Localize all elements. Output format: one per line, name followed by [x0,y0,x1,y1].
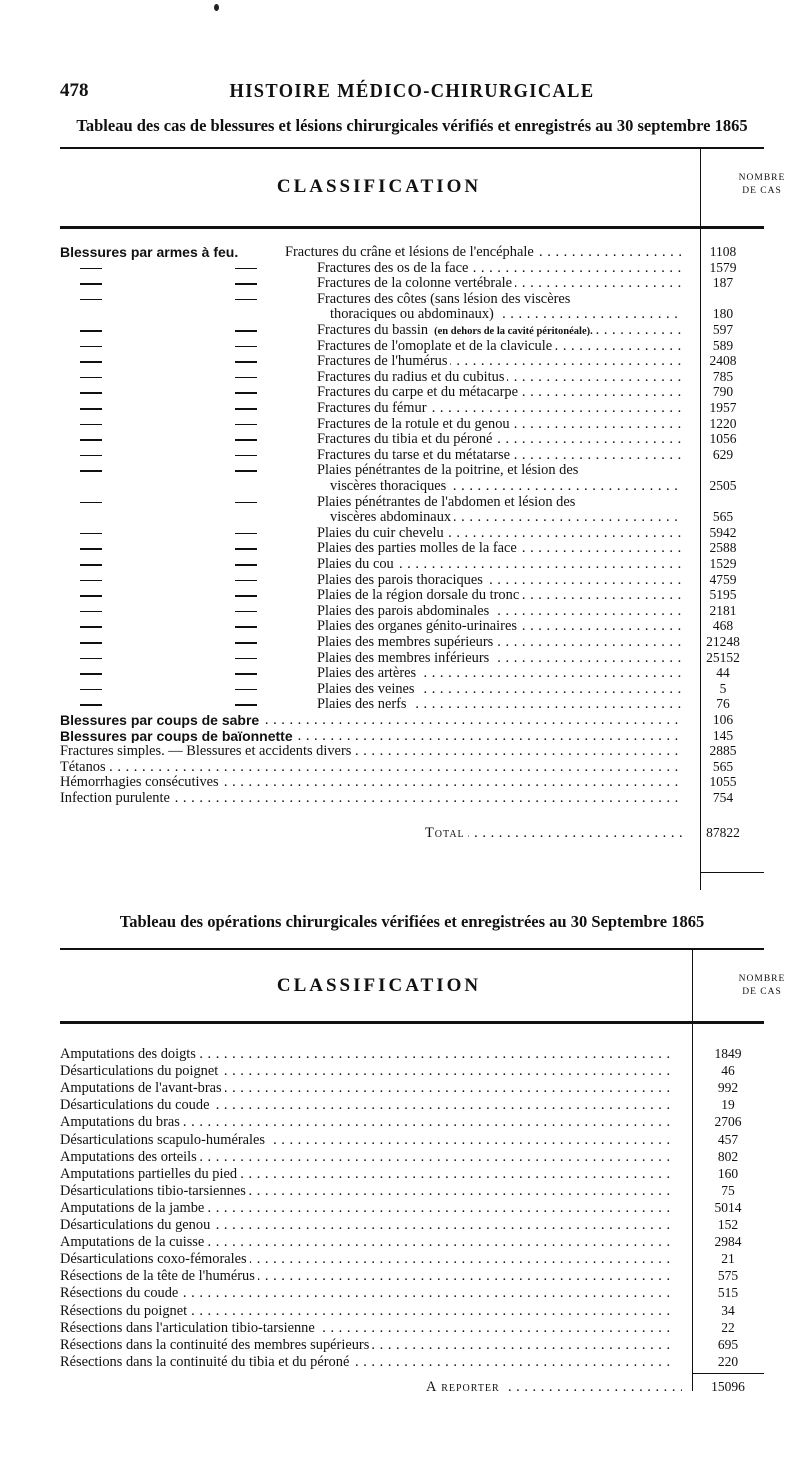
row-label-text: Plaies pénétrantes de l'abdomen et lésion des [317,494,578,510]
row-value: 2588 [709,540,737,556]
ditto-mark [80,502,102,504]
row-label-text: Amputations de l'avant-bras [60,1080,225,1096]
row-value: 75 [721,1182,735,1198]
row-value: 180 [712,306,734,322]
row-label-text: Plaies des nerfs [317,696,410,712]
row-label [60,1251,674,1267]
row-value: 575 [717,1268,739,1284]
row-label-text: Résections dans l'articulation tibio-tarsienne [60,1320,318,1336]
ditto-mark [235,361,257,363]
row-label [60,790,682,806]
total-label: Total [425,825,468,841]
row-label-text: Désarticulations tibio-tarsiennes [60,1183,249,1199]
row-value: 5942 [709,524,737,540]
row-label-text: Plaies du cuir chevelu [317,525,447,541]
row-value: 187 [712,275,734,291]
row-value: 2984 [714,1234,742,1250]
ditto-mark [235,658,257,660]
row-label-text: Fractures du tibia et du péroné [317,431,495,447]
row-value: 1579 [709,259,737,275]
table2-header [60,949,786,1023]
row-label-text: Blessures par coups de baïonnette [60,728,296,744]
row-label [60,712,682,729]
row-label [60,1149,674,1165]
row-label-text: Blessures par coups de sabre [60,712,262,728]
row-label [317,291,682,307]
ditto-mark [235,580,257,582]
row-value: 5 [719,680,727,696]
row-label-text: Plaies des membres supérieurs [317,634,496,650]
ditto-mark [80,330,102,332]
row-value: 46 [721,1063,735,1079]
row-label [317,400,682,416]
table1-classification-heading: CLASSIFICATION [276,176,482,197]
row-label [60,1217,674,1233]
row-label-text: Plaies des membres inférieurs [317,650,492,666]
row-label-text: Amputations du bras [60,1114,183,1130]
ditto-mark [80,704,102,706]
ditto-mark [80,439,102,441]
row-label [317,650,682,666]
row-label [317,681,682,697]
row-value: 1108 [709,244,737,259]
row-value: 1056 [709,431,737,447]
row-value: 2181 [709,602,737,618]
row-label-text: Fractures des côtes (sans lésion des viscères [317,291,573,307]
ditto-mark [235,611,257,613]
row-label-text: Fractures de la rotule et du genou [317,416,513,432]
row-label-text: Hémorrhagies consécutives [60,774,222,790]
row-label [317,338,682,354]
ditto-mark [80,689,102,691]
row-label-text: Amputations des doigts [60,1046,199,1062]
row-label-text: Plaies des parties molles de la face [317,540,520,556]
row-label-text: Fractures de l'humérus [317,353,450,369]
table1-count-heading [700,172,800,198]
row-value: 5014 [714,1199,742,1215]
ditto-mark [235,346,257,348]
table1-caption: Tableau des cas de blessures et lésions chirurgicales vérifiés et enregistrés au 30 septembre 1865 [76,116,748,135]
row-label-text: Fractures du radius et du cubitus [317,369,507,385]
ditto-mark [235,704,257,706]
row-value: 785 [712,368,734,384]
group-label: Blessures par armes à feu. [60,244,239,260]
row-value: 4759 [709,571,737,587]
ditto-mark [80,392,102,394]
row-label-text: Désarticulations scapulo-humérales [60,1132,268,1148]
row-value: 790 [712,384,734,400]
row-value: 1055 [709,774,737,790]
ditto-mark [235,392,257,394]
row-label [60,1166,674,1182]
row-label [60,1183,674,1199]
row-label-text: Fractures du fémur [317,400,430,416]
row-value: 152 [717,1217,739,1232]
row-value: 220 [717,1353,739,1369]
ditto-mark [235,502,257,504]
table2-count-heading-line2: DE CAS [742,987,782,997]
table1-header-rule [60,226,764,229]
ditto-mark [235,408,257,410]
row-value: 1220 [709,415,737,431]
row-label-text: Plaies des organes génito-urinaires [317,618,520,634]
row-label-text: Désarticulations coxo-fémorales [60,1251,250,1267]
row-label-text: Désarticulations du poignet [60,1063,221,1079]
ditto-mark [235,564,257,566]
row-label [60,743,682,759]
row-label-text: Fractures de la colonne vertébrale [317,275,515,291]
ditto-mark [235,299,257,301]
row-value: 754 [712,790,734,805]
row-label [317,556,682,572]
ditto-mark [235,377,257,379]
row-label-text: Résections du coude [60,1285,181,1301]
row-label [60,1063,674,1079]
table2-count-heading-line1: NOMBRE [738,974,786,984]
table2-header-rule [60,1021,764,1024]
row-value: 2706 [714,1114,742,1130]
row-value: 1957 [709,400,737,415]
row-value: 1529 [709,556,737,571]
row-label [317,665,682,681]
row-label-text: Plaies du cou [317,556,397,572]
ditto-mark [80,533,102,535]
row-label-text: Résections du poignet [60,1303,190,1319]
ditto-mark [235,470,257,472]
row-label-text: Fractures du bassin [317,322,431,338]
row-label [317,696,682,712]
row-value: 2505 [709,478,737,493]
ditto-mark [235,673,257,675]
row-label-text: viscères thoraciques [330,478,449,494]
row-label [60,1320,674,1336]
row-label-text: Plaies des artères [317,665,419,681]
page-number: 478 [60,80,89,101]
row-label-text: Plaies de la région dorsale du tronc [317,587,522,603]
ditto-mark [80,673,102,675]
row-label-text: Fractures simples. — Blessures et accidents divers [60,743,354,759]
row-value: 145 [712,727,734,743]
row-label [317,634,682,650]
ditto-mark [235,595,257,597]
row-label [60,1285,674,1301]
running-title: HISTOIRE MÉDICO-CHIRURGICALE [229,80,595,102]
row-value: 5195 [709,587,737,603]
table1-count-heading-line2: DE CAS [742,186,782,196]
row-value: 695 [717,1336,739,1352]
ditto-mark [80,361,102,363]
row-label [60,1268,674,1284]
ditto-mark [80,595,102,597]
row-note: (en dehors de la cavité péritonéale). [431,326,596,337]
row-value: 34 [721,1302,735,1318]
row-label [60,1114,674,1130]
ditto-mark [80,564,102,566]
row-label-text: Fractures des os de la face [317,260,471,276]
row-label-text: Fractures du carpe et du métacarpe [317,384,521,400]
row-label [60,1354,674,1370]
row-label-text: thoraciques ou abdominaux) [330,306,497,322]
carry-label-wrap [426,1379,682,1395]
row-label [60,759,682,775]
row-label [285,244,682,260]
row-label [60,1080,674,1096]
row-value: 629 [712,446,734,462]
row-label [60,1303,674,1319]
row-value: 992 [717,1080,739,1096]
ditto-mark [235,642,257,644]
row-label [330,509,682,525]
row-label-text: Amputations partielles du pied [60,1166,240,1182]
row-value: 22 [721,1319,735,1335]
ditto-mark [80,299,102,301]
row-label-text: Fractures du tarse et du métatarse [317,447,513,463]
row-value: 565 [712,758,734,774]
row-label [60,774,682,790]
row-value: 25152 [706,649,740,665]
row-value: 44 [716,665,730,681]
ditto-mark [235,268,257,270]
row-label-text: Fractures de l'omoplate et de la clavicule [317,338,555,354]
carry-value: 15096 [711,1378,745,1394]
ditto-mark [80,377,102,379]
row-label-text: Amputations de la cuisse [60,1234,207,1250]
row-label [60,1132,674,1148]
table1-total-rule [700,872,764,873]
row-value: 589 [712,337,734,353]
row-label [60,1097,674,1113]
ditto-mark [235,424,257,426]
ditto-mark [80,548,102,550]
row-label-text: Infection purulente [60,790,173,806]
row-label-text: Résections dans la continuité du tibia et du péroné [60,1354,352,1370]
row-value: 19 [721,1097,735,1113]
ditto-mark [80,470,102,472]
row-value: 21248 [706,634,740,649]
total-value: 87822 [706,824,740,840]
total-label-wrap [425,825,682,841]
row-label [60,1200,674,1216]
row-label-text: Désarticulations du coude [60,1097,212,1113]
ditto-mark [80,611,102,613]
ditto-mark [80,424,102,426]
row-value: 468 [712,618,734,634]
row-label [60,1234,674,1250]
row-value: 106 [712,712,734,727]
running-head [60,80,764,106]
ditto-mark [235,439,257,441]
row-label-text: Plaies des parois abdominales [317,603,492,619]
row-label [317,416,682,432]
row-label [317,525,682,541]
ditto-mark [235,455,257,457]
ditto-mark [80,268,102,270]
row-value: 565 [712,509,734,525]
ditto-mark [80,346,102,348]
row-label-text: Résections dans la continuité des membres supérieurs [60,1337,372,1353]
row-label [317,540,682,556]
row-label [317,369,682,385]
ditto-mark [80,283,102,285]
row-value: 515 [717,1285,739,1301]
row-label [330,306,682,322]
row-label-text: viscères abdominaux [330,509,454,525]
row-label [317,618,682,634]
row-value: 2408 [709,353,737,369]
row-label [317,384,682,400]
table2-count-heading [700,973,800,999]
ditto-mark [235,533,257,535]
row-label-text: Amputations de la jambe [60,1200,207,1216]
table1-count-heading-line1: NOMBRE [738,173,786,183]
ditto-mark [235,548,257,550]
row-label-text: Fractures du crâne et lésions de l'encéphale [285,244,537,260]
row-label [330,478,682,494]
ditto-mark [80,658,102,660]
row-label [317,494,682,510]
row-label [317,353,682,369]
row-value: 160 [717,1165,739,1181]
row-label-text: Amputations des orteils [60,1149,200,1165]
row-label [60,1337,674,1353]
row-label [317,572,682,588]
ditto-mark [235,283,257,285]
row-label [317,447,682,463]
row-label-text: Désarticulations du genou [60,1217,213,1233]
carry-label: A reporter [426,1379,503,1395]
table2-caption: Tableau des opérations chirurgicales vérifiées et enregistrées au 30 Septembre 1865 [119,912,705,931]
row-label [317,462,682,478]
row-label-text: Plaies des veines [317,681,418,697]
row-label [317,275,682,291]
row-value: 21 [721,1251,735,1267]
row-label-text: Plaies pénétrantes de la poitrine, et lésion des [317,462,581,478]
ditto-mark [80,408,102,410]
row-label [317,431,682,447]
ditto-mark [235,330,257,332]
ditto-mark [80,455,102,457]
row-value: 597 [712,322,734,337]
row-label-text: Plaies des parois thoraciques [317,572,486,588]
row-value: 457 [717,1131,739,1147]
row-label [60,1046,674,1062]
ditto-mark [235,626,257,628]
row-value: 1849 [714,1046,742,1061]
table2-carry-rule [692,1373,764,1374]
ditto-mark [80,626,102,628]
row-label-text: Résections de la tête de l'humérus [60,1268,258,1284]
row-value: 2885 [709,743,737,759]
row-value: 802 [717,1148,739,1164]
ditto-mark [80,642,102,644]
ink-dot [214,4,219,11]
row-label [317,587,682,603]
table1-header [60,148,786,228]
row-label-text: Tétanos [60,759,109,775]
ditto-mark [235,689,257,691]
table2-classification-heading: CLASSIFICATION [276,975,482,996]
row-label [317,260,682,276]
ditto-mark [80,580,102,582]
row-value: 76 [716,696,730,712]
row-label [60,728,682,745]
row-label [317,603,682,619]
